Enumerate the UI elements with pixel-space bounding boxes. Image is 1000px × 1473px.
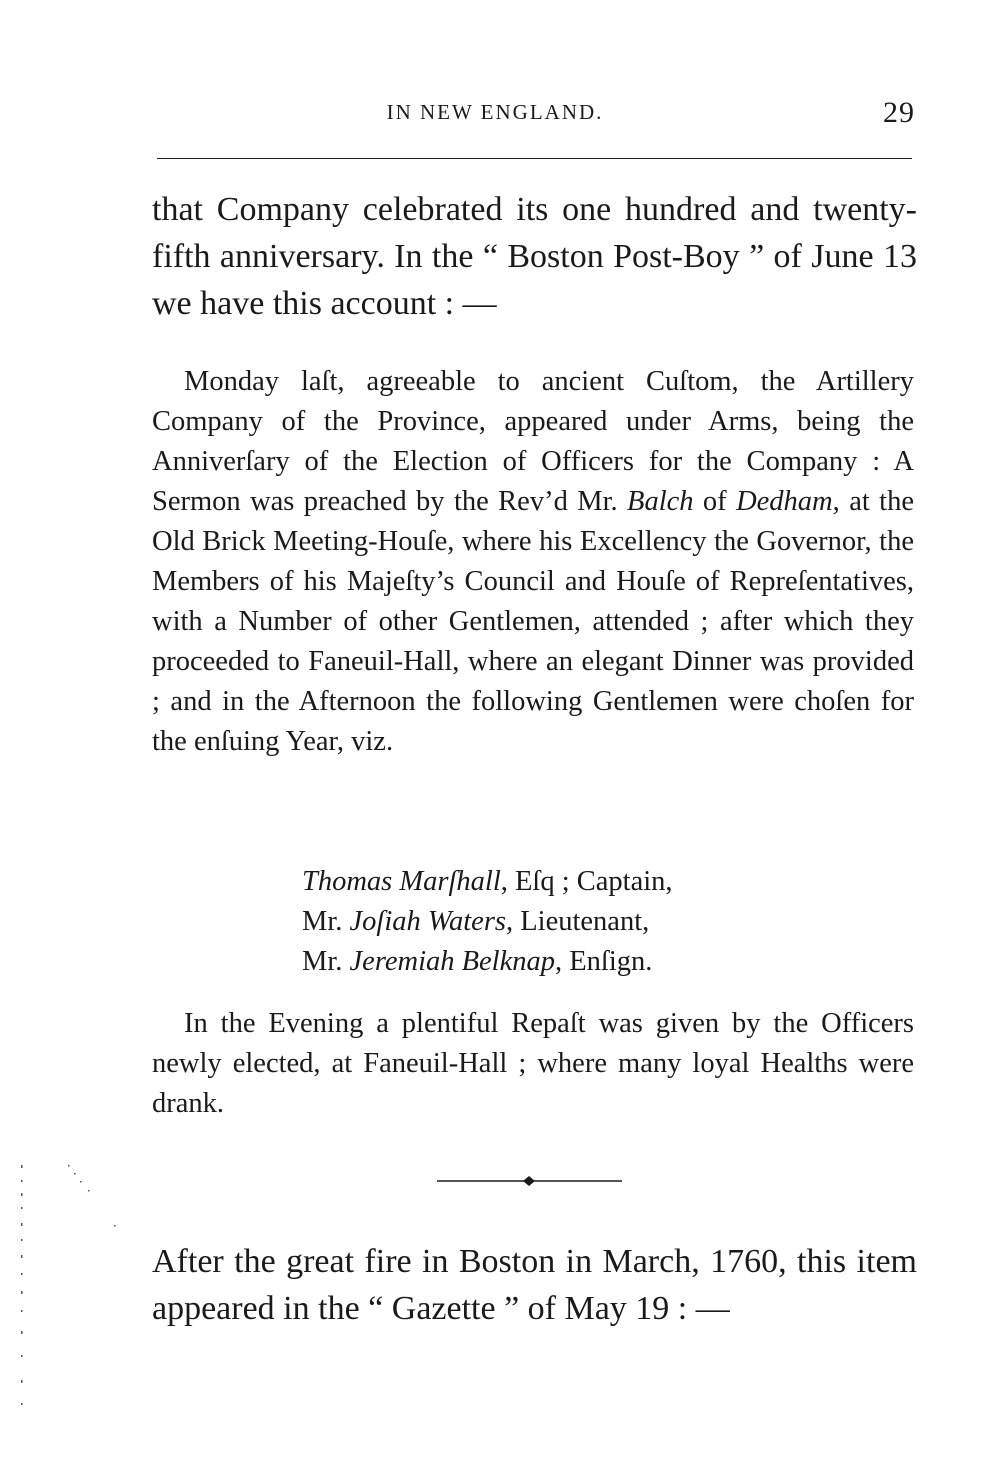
section-divider-ornament [437,1173,622,1189]
officer-name: Joſiah Waters [349,906,507,937]
running-title: IN NEW ENGLAND. [386,100,604,124]
officer-title: , Enſign. [555,946,653,977]
page-number: 29 [883,96,915,129]
body-paragraph-gazette: After the great fire in Boston in March, 1760, this item appeared in the “ Gazette ” of May 19 : — [152,1243,917,1327]
quoted-newspaper-account [152,362,914,762]
quote-place-italic: Dedham [736,486,833,517]
running-head [150,96,915,136]
officers-list [302,862,673,982]
quote-text: , at the Old Brick Meeting-Houſe, where his Excellency the Governor, the Members of his Majeſty’s Council and Houſe of Repreſentatives, with a Number of other Gentlemen, attended ; after which they proceeded to Faneuil-Hall, where an elegant Dinner was provided ; and in the Afternoon the following Gentlemen were choſen for the enſuing Year, viz. [152,486,914,757]
officer-title: , Lieutenant, [506,906,650,937]
diamond-rule-icon [437,1173,622,1189]
quoted-evening-account: In the Evening a plentiful Repaſt was given by the Officers newly elected, at Faneuil-Hall ; where many loyal Healths were drank. [152,1008,914,1119]
officer-name: Thomas Marſhall [302,866,501,897]
scan-edge-marks [18,1135,118,1425]
officer-prefix: Mr. [302,906,350,937]
scan-speckle-icon [18,1135,118,1425]
quote-text: of [693,486,737,517]
quote-text: Monday laſt, agreeable to ancient Cuſtom, the Artillery Company of the Province, appeared under Arms, being the Anniverſary of the Election of Officers for the Company : A Sermon was preached by the Rev’d Mr. [152,366,914,517]
quote-name-italic: Balch [627,486,694,517]
officer-line [302,942,673,982]
officer-title: , Eſq ; Captain, [500,866,673,897]
body-paragraph-intro: that Company celebrated its one hundred and twenty-fifth anniversary. In the “ Boston Post-Boy ” of June 13 we have this account : — [152,191,917,322]
officer-line [302,902,673,942]
officer-prefix: Mr. [302,946,350,977]
header-rule [157,158,912,159]
officer-line [302,862,673,902]
officer-name: Jeremiah Belknap [349,946,555,977]
